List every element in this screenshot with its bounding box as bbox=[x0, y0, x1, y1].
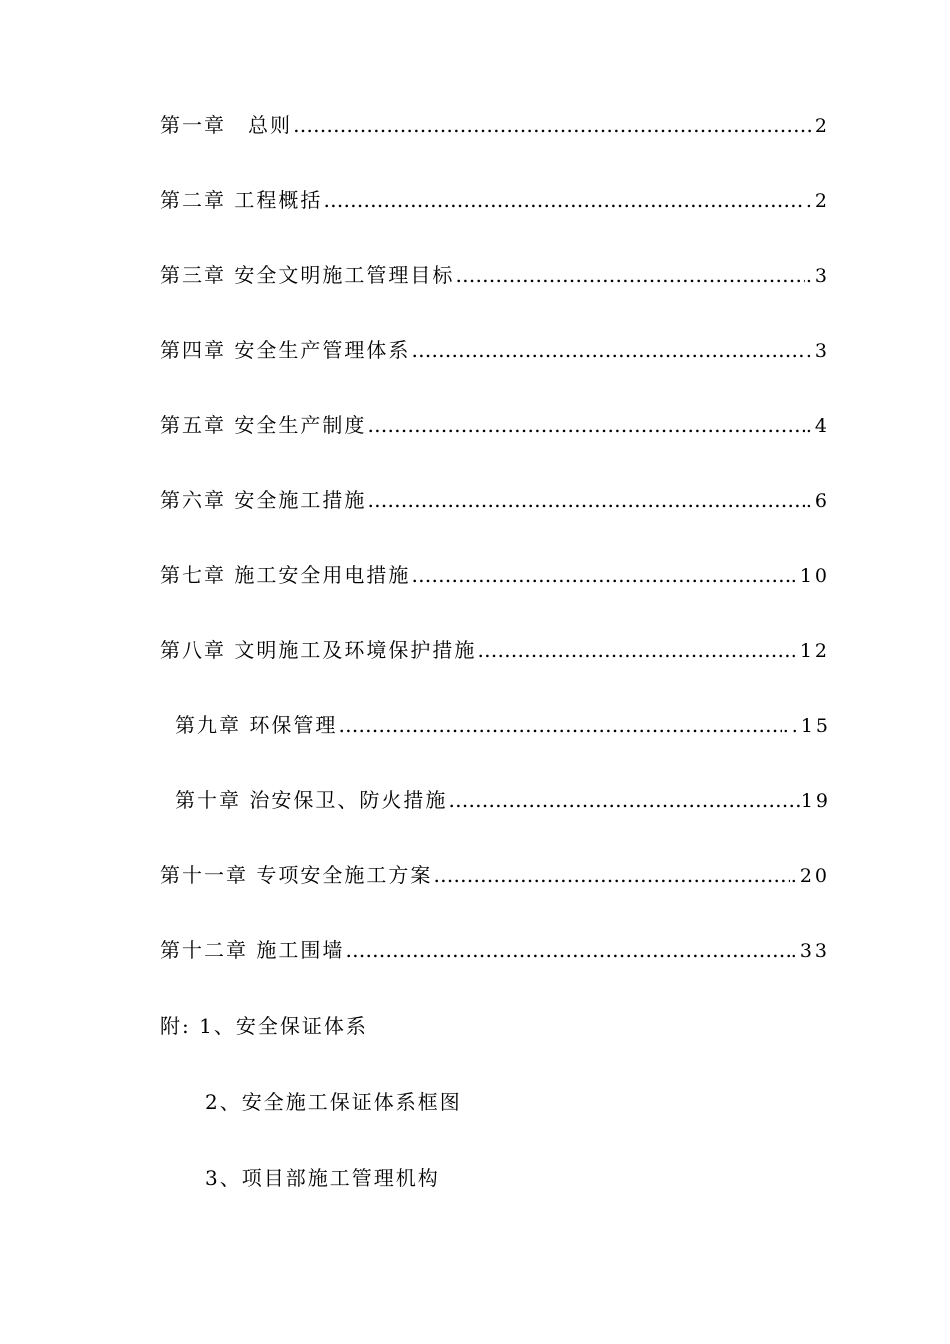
toc-entry-page-number: 19 bbox=[800, 790, 831, 812]
toc-entry-chapter-7[interactable] bbox=[160, 558, 830, 592]
toc-entry-title: 第十章 治安保卫、防火措施 bbox=[175, 788, 448, 812]
toc-entry-page-number: 2 bbox=[814, 115, 830, 137]
toc-dot-leader bbox=[367, 408, 805, 442]
toc-dot-leader bbox=[293, 108, 814, 142]
toc-entry-title: 第九章 环保管理 bbox=[175, 713, 338, 737]
toc-entry-page-number: ..15 bbox=[782, 715, 831, 737]
toc-entry-title: 第七章 施工安全用电措施 bbox=[160, 563, 411, 587]
toc-entry-title: 第十一章 专项安全施工方案 bbox=[160, 863, 433, 887]
appendix-item-1[interactable]: 附: 1、安全保证体系 bbox=[160, 1014, 368, 1038]
toc-entry-chapter-6[interactable] bbox=[160, 483, 830, 517]
toc-entry-page-number: .6 bbox=[805, 490, 830, 512]
toc-entry-title: 第十二章 施工围墙 bbox=[160, 938, 345, 962]
toc-entry-title: 第五章 安全生产制度 bbox=[160, 413, 367, 437]
toc-entry-chapter-4[interactable] bbox=[160, 333, 830, 367]
toc-entry-page-number: .33 bbox=[790, 940, 830, 962]
toc-entry-page-number: .10 bbox=[790, 565, 830, 587]
toc-entry-title: 第三章 安全文明施工管理目标 bbox=[160, 263, 455, 287]
toc-entry-chapter-10[interactable] bbox=[175, 783, 831, 817]
toc-entry-chapter-5[interactable] bbox=[160, 408, 830, 442]
toc-entry-chapter-9[interactable] bbox=[175, 708, 831, 742]
toc-dot-leader bbox=[411, 558, 789, 592]
toc-dot-leader bbox=[455, 258, 805, 292]
toc-dot-leader bbox=[323, 183, 805, 217]
toc-entry-title: 第八章 文明施工及环境保护措施 bbox=[160, 638, 477, 662]
toc-dot-leader bbox=[367, 483, 805, 517]
toc-entry-page-number: .4 bbox=[805, 415, 830, 437]
toc-dot-leader bbox=[345, 933, 789, 967]
toc-entry-page-number: .20 bbox=[790, 865, 830, 887]
toc-entry-title: 第一章 总则 bbox=[160, 113, 292, 137]
toc-entry-title: 第四章 安全生产管理体系 bbox=[160, 338, 411, 362]
toc-entry-chapter-1[interactable] bbox=[160, 108, 830, 142]
toc-entry-title: 第六章 安全施工措施 bbox=[160, 488, 367, 512]
appendix-item-3[interactable]: 3、项目部施工管理机构 bbox=[205, 1166, 440, 1190]
toc-dot-leader bbox=[433, 858, 789, 892]
toc-dot-leader bbox=[477, 633, 789, 667]
toc-entry-chapter-2[interactable] bbox=[160, 183, 830, 217]
toc-entry-page-number: .12 bbox=[790, 640, 830, 662]
toc-dot-leader bbox=[338, 708, 781, 742]
toc-dot-leader bbox=[448, 783, 799, 817]
appendix-item-2[interactable]: 2、安全施工保证体系框图 bbox=[205, 1090, 462, 1114]
toc-dot-leader bbox=[411, 333, 805, 367]
toc-entry-page-number: .3 bbox=[805, 340, 830, 362]
toc-entry-chapter-8[interactable] bbox=[160, 633, 830, 667]
toc-entry-chapter-12[interactable] bbox=[160, 933, 830, 967]
toc-entry-chapter-11[interactable] bbox=[160, 858, 830, 892]
toc-entry-title: 第二章 工程概括 bbox=[160, 188, 323, 212]
toc-entry-page-number: .2 bbox=[805, 190, 830, 212]
toc-entry-chapter-3[interactable] bbox=[160, 258, 830, 292]
toc-entry-page-number: .3 bbox=[805, 265, 830, 287]
